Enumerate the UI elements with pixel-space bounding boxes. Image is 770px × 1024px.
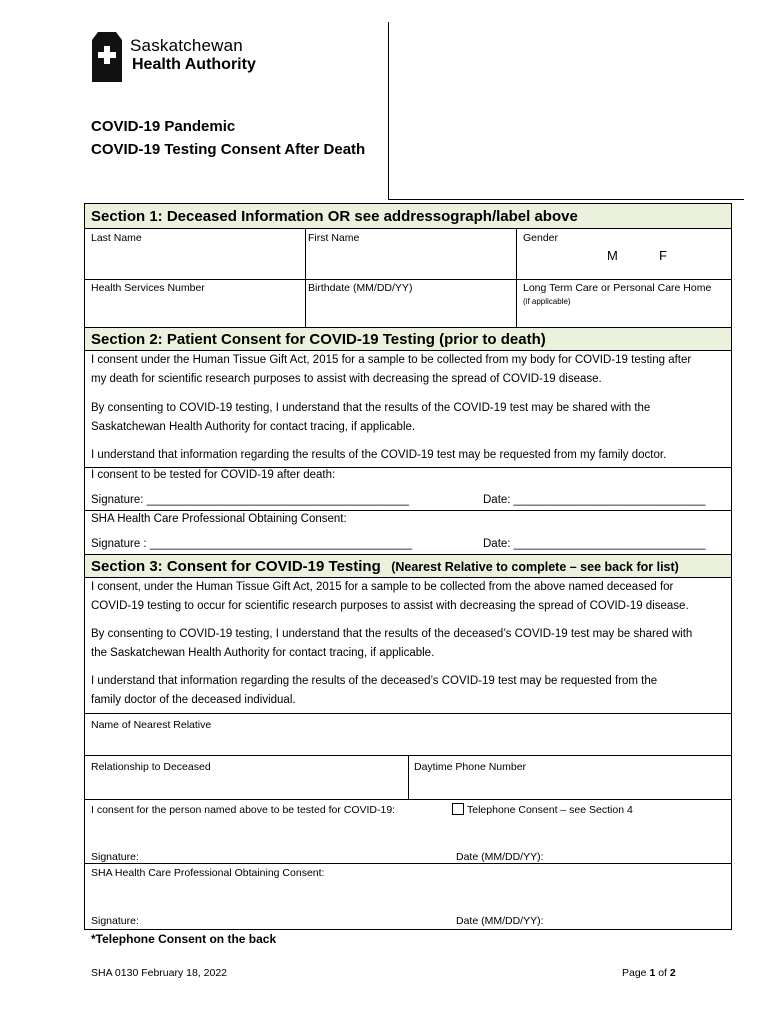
section2-heading: Section 2: Patient Consent for COVID-19 Testing (prior to death) (85, 328, 731, 351)
last-name-field[interactable]: Last Name (91, 232, 142, 244)
section3-subheading: (Nearest Relative to complete – see back for list) (391, 560, 679, 574)
s2-paragraph: By consenting to COVID-19 testing, I understand that the results of the COVID-19 test may be shared with the (91, 402, 651, 414)
s3-paragraph: the Saskatchewan Health Authority for contact tracing, if applicable. (91, 647, 435, 659)
sha-logo-icon (92, 32, 122, 82)
org-name-line1: Saskatchewan (130, 36, 243, 55)
s2-paragraph: my death for scientific research purposes to assist with decreasing the spread of COVID-19 disease. (91, 373, 602, 385)
phone-field[interactable]: Daytime Phone Number (414, 761, 527, 773)
s2-signature2-field[interactable]: Signature : _________________________________________ (91, 538, 413, 550)
s2-signature-field[interactable]: Signature: _________________________________________ (91, 494, 409, 506)
page-number: Page 1 of 2 (622, 967, 676, 979)
s2-consent-line: I consent to be tested for COVID-19 after death: (91, 469, 336, 481)
hsn-field[interactable]: Health Services Number (91, 282, 205, 294)
page-title-line2: COVID-19 Testing Consent After Death (91, 141, 366, 158)
page-title-line1: COVID-19 Pandemic (91, 118, 236, 135)
addressograph-border (388, 199, 744, 200)
s3-paragraph: family doctor of the deceased individual. (91, 694, 296, 706)
s2-date2-field[interactable]: Date: ______________________________ (483, 538, 706, 550)
telephone-consent-checkbox[interactable] (452, 803, 464, 815)
relationship-field[interactable]: Relationship to Deceased (91, 761, 211, 773)
s3-paragraph: COVID-19 testing to occur for scientific research purposes to assist with decreasing the spread of COVID-19 disease. (91, 600, 689, 612)
s3-paragraph: I consent, under the Human Tissue Gift Act, 2015 for a sample to be collected from the above named deceased for (91, 581, 674, 593)
birthdate-field[interactable]: Birthdate (MM/DD/YY) (308, 282, 413, 294)
consent-form (84, 203, 732, 930)
section3-heading-band (85, 555, 731, 578)
form-id: SHA 0130 February 18, 2022 (91, 967, 228, 979)
s3-signature2-field[interactable]: Signature: (91, 915, 139, 927)
first-name-field[interactable]: First Name (308, 232, 360, 244)
ltc-note: (if applicable) (523, 297, 571, 306)
gender-m-option[interactable]: M (607, 248, 618, 263)
gender-label: Gender (523, 232, 559, 244)
telephone-consent-label: Telephone Consent – see Section 4 (467, 804, 633, 816)
s2-paragraph: Saskatchewan Health Authority for contact tracing, if applicable. (91, 421, 416, 433)
gender-f-option[interactable]: F (659, 248, 667, 263)
s2-date-field[interactable]: Date: ______________________________ (483, 494, 706, 506)
s3-date-field[interactable]: Date (MM/DD/YY): (456, 851, 544, 863)
s2-paragraph: I understand that information regarding the results of the COVID-19 test may be requested from my family doctor. (91, 449, 667, 461)
s3-paragraph: By consenting to COVID-19 testing, I understand that the results of the deceased’s COVID-19 test may be shared with (91, 628, 693, 640)
telephone-consent-note: *Telephone Consent on the back (91, 932, 277, 946)
s3-consent-person: I consent for the person named above to be tested for COVID-19: (91, 804, 396, 816)
s2-sha-line: SHA Health Care Professional Obtaining Consent: (91, 513, 347, 525)
nearest-relative-field[interactable]: Name of Nearest Relative (91, 719, 212, 731)
ltc-field[interactable]: Long Term Care or Personal Care Home (523, 282, 712, 294)
section3-heading: Section 3: Consent for COVID-19 Testing (91, 558, 381, 575)
org-name-line2: Health Authority (132, 56, 256, 73)
section1-heading: Section 1: Deceased Information OR see addressograph/label above (85, 204, 731, 229)
s3-sha-line: SHA Health Care Professional Obtaining Consent: (91, 867, 325, 879)
addressograph-border (388, 22, 389, 199)
s3-date2-field[interactable]: Date (MM/DD/YY): (456, 915, 544, 927)
s2-paragraph: I consent under the Human Tissue Gift Act, 2015 for a sample to be collected from my body for COVID-19 testing after (91, 354, 692, 366)
s3-signature-field[interactable]: Signature: (91, 851, 139, 863)
s3-paragraph: I understand that information regarding the results of the deceased’s COVID-19 test may be requested from the (91, 675, 658, 687)
